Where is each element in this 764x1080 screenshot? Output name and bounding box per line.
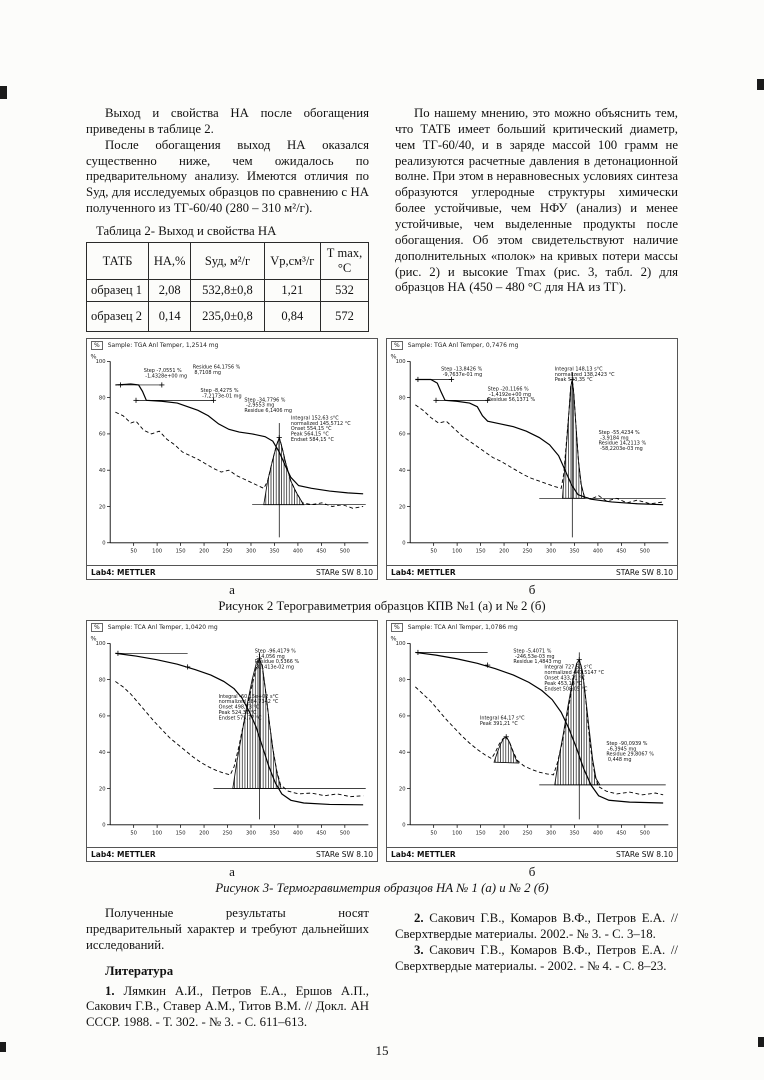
table-cell: 0,14 [149,302,191,332]
table-cell: 1,21 [264,280,320,302]
svg-text:400: 400 [592,830,603,837]
scan-artifact [757,79,764,90]
table-cell: 532 [321,280,369,302]
svg-text:400: 400 [292,548,303,555]
svg-text:Residue 64,1756 % 8,7108 mg: Residue 64,1756 % 8,7108 mg [192,364,241,376]
page-content [86,106,678,1059]
svg-text:%: % [390,353,397,361]
literature-header: Литература [105,963,174,978]
svg-text:60: 60 [98,713,106,720]
table-row [87,302,369,332]
table-row [87,280,369,302]
left-column [86,106,369,332]
figure-2-sublabels [86,582,678,598]
scan-artifact [0,1042,6,1052]
instrument-label: Lab4: METTLER [391,850,456,860]
table-header-cell: Т max, °С [321,243,369,280]
instrument-label: Lab4: METTLER [91,568,156,578]
reference-text: Сакович Г.В., Комаров В.Ф., Петров Е.А. // Сверхтвердые материалы. 2002.- № 3. - С. 3–18. [395,911,678,941]
chart-footer [387,847,677,861]
svg-text:Step -7,0551 % -1,4328e+00 m: Step -7,0551 % -1,4328e+00 mg [143,368,188,380]
chart-footer [387,565,677,579]
svg-text:Step -96,4179 % -14,056 mgRe: Step -96,4179 % -14,056 mg Residue 0,5366 % 8,1413e-02 mg [254,648,300,671]
svg-text:350: 350 [269,548,280,555]
svg-text:Step -8,4275 % -7,2173e-01 m: Step -8,4275 % -7,2173e-01 mg [200,388,242,400]
svg-text:Step -5,4071 % -246,53e-03 m: Step -5,4071 % -246,53e-03 mg Residue 1,4843 mg [513,648,562,665]
reference-item [395,943,678,975]
svg-text:450: 450 [616,548,627,555]
reference-number: 3. [414,942,424,957]
left-column-bottom [86,906,369,1031]
sample-label: Sample: TGA Anl Temper, 1,2514 mg [107,341,219,349]
table-header-cell: ТАТБ [87,243,149,280]
svg-text:Step -55,4234 % -3,9184 mgRe: Step -55,4234 % -3,9184 mg Residue 14,2113 % -58,2203e-03 mg [598,429,647,452]
chart-header [87,339,377,350]
svg-text:250: 250 [522,548,533,555]
table-cell: 0,84 [264,302,320,332]
svg-text:%: % [90,635,97,643]
svg-text:Integral 64,17 s°CPeak 391,2: Integral 64,17 s°C Peak 391,21 °C [479,715,525,727]
table-cell: 572 [321,302,369,332]
svg-text:500: 500 [639,548,650,555]
svg-text:60: 60 [398,431,406,438]
svg-text:500: 500 [339,548,350,555]
svg-text:0: 0 [102,822,106,829]
reference-item [395,911,678,943]
chart-footer [87,565,377,579]
svg-text:50: 50 [130,548,137,555]
svg-text:20: 20 [398,504,406,511]
svg-text:300: 300 [546,548,556,555]
svg-text:300: 300 [546,830,556,837]
tga-chart-3a [86,620,378,862]
table-header-cell: Sуд, м²/г [191,243,264,280]
sample-label: Sample: TCA Anl Temper, 1,0786 mg [407,623,518,631]
scan-artifact [758,1037,764,1047]
svg-text:40: 40 [98,749,106,756]
svg-text:100: 100 [152,830,163,837]
svg-text:250: 250 [222,548,233,555]
svg-text:400: 400 [592,548,603,555]
svg-text:40: 40 [98,467,106,474]
sublabel-b: б [528,864,536,880]
svg-text:%: % [390,635,397,643]
tga-chart-2b [386,338,678,580]
sample-label: Sample: TCA Anl Temper, 1,0420 mg [107,623,218,631]
svg-text:60: 60 [398,713,406,720]
figure-3-caption: Рисунок 3- Термогравиметрия образцов НА № 1 (а) и № 2 (б) [215,881,549,896]
table-header-row [87,243,369,280]
svg-text:150: 150 [475,830,486,837]
right-column [395,106,678,332]
software-label: STARe SW 8.10 [615,568,673,578]
chart-plot [387,632,677,847]
paragraph: Полученные результаты носят предварительный характер и требуют дальнейших исследований. [86,906,369,952]
sublabel-a: а [229,582,235,598]
svg-text:0: 0 [402,540,406,547]
svg-text:400: 400 [292,830,303,837]
svg-text:Integral 727,52 s°Cnormalized: Integral 727,52 s°C normalized 447,5147 °C Onset 433,21 °C Peak 453,13 °C Endset 508,05 °C [544,664,605,693]
svg-text:450: 450 [616,830,627,837]
svg-text:Integral -60,15e+02 s°Cnormal: Integral -60,15e+02 s°C normalized 584,7342 °C Onset 498,73 °C Peak 524,31 °C Endset 575,77 °C [218,693,279,722]
reference-text: Лямкин А.И., Петров Е.А., Ершов А.П., Сакович Г.В., Ставер А.М., Титов В.М. // Докл. АН СССР. 1988. - Т. 302. - № 3. - С. 611–613. [86,983,369,1030]
tga-chart-2a [86,338,378,580]
svg-text:300: 300 [246,548,256,555]
svg-text:20: 20 [98,786,106,793]
table-caption: Таблица 2- Выход и свойства НА [96,224,277,239]
software-label: STARe SW 8.10 [315,850,373,860]
bottom-text-columns [86,906,678,1031]
svg-text:500: 500 [339,830,350,837]
svg-text:200: 200 [199,830,210,837]
svg-text:60: 60 [98,431,106,438]
svg-text:350: 350 [269,830,280,837]
svg-text:200: 200 [499,548,510,555]
svg-text:200: 200 [499,830,510,837]
chart-plot [87,350,377,565]
sample-label: Sample: TGA Anl Temper, 0,7476 mg [407,341,519,349]
svg-text:150: 150 [475,548,486,555]
chart-plot [387,350,677,565]
svg-text:100: 100 [395,641,406,647]
svg-text:40: 40 [398,749,406,756]
reference-number: 2. [414,911,424,926]
figure-2 [86,338,678,614]
paragraph: Выход и свойства НА после обогащения приведены в таблице 2. [86,106,369,136]
svg-text:150: 150 [175,548,186,555]
table-header-cell: НА,% [149,243,191,280]
svg-text:Integral 152,63 s°Cnormalized: Integral 152,63 s°C normalized 145,5712 °C Onset 554,15 °C Peak 564,15 °C Endset 584,15 °C [290,415,351,443]
tga-chart-3b [386,620,678,862]
svg-text:40: 40 [398,467,406,474]
curve-unit-tag: % [391,623,403,632]
svg-text:20: 20 [98,504,106,511]
svg-text:100: 100 [152,548,163,555]
top-text-columns [86,106,678,332]
svg-text:0: 0 [102,540,106,547]
svg-text:450: 450 [316,548,327,555]
figure-3-charts [86,620,678,862]
svg-text:20: 20 [398,786,406,793]
svg-text:50: 50 [130,830,137,837]
svg-text:Step -13,8426 % -9,7637e-01: Step -13,8426 % -9,7637e-01 mg [441,366,483,378]
figure-3 [86,620,678,896]
figure-2-caption: Рисунок 2 Терогравиметрия образцов КПВ №1 (а) и № 2 (б) [218,599,546,614]
table-cell: образец 1 [87,280,149,302]
page-number: 15 [375,1043,389,1059]
reference-item [86,984,369,1032]
svg-text:80: 80 [98,677,106,684]
chart-header [87,621,377,632]
software-label: STARe SW 8.10 [315,568,373,578]
svg-text:100: 100 [452,548,463,555]
svg-text:100: 100 [452,830,463,837]
svg-text:250: 250 [522,830,533,837]
svg-text:Integral 148,13 s°Cnormalized: Integral 148,13 s°C normalized 138,2423 °C Peak 523,35 °C [554,366,615,383]
svg-text:80: 80 [398,395,406,402]
svg-text:0: 0 [402,822,406,829]
svg-text:350: 350 [569,548,580,555]
svg-text:100: 100 [95,359,106,365]
figure-2-charts [86,338,678,580]
svg-text:Step -34,7796 % -2,9553 mgRe: Step -34,7796 % -2,9553 mg Residue 6,1406 mg [244,397,293,414]
svg-text:80: 80 [98,395,106,402]
svg-text:300: 300 [246,830,256,837]
svg-text:80: 80 [398,677,406,684]
results-table [86,242,369,332]
svg-text:50: 50 [430,548,437,555]
chart-header [387,621,677,632]
sublabel-a: а [229,864,235,880]
sublabel-b: б [528,582,536,598]
chart-header [387,339,677,350]
svg-text:200: 200 [199,548,210,555]
scan-artifact [0,86,7,99]
curve-unit-tag: % [91,341,103,350]
instrument-label: Lab4: METTLER [91,850,156,860]
right-column-bottom [395,906,678,1031]
svg-text:100: 100 [95,641,106,647]
svg-text:450: 450 [316,830,327,837]
table-cell: 235,0±0,8 [191,302,264,332]
svg-text:150: 150 [175,830,186,837]
table-cell: образец 2 [87,302,149,332]
svg-text:250: 250 [222,830,233,837]
svg-text:Step -90,0939 % -6,3945 mgRe: Step -90,0939 % -6,3945 mg Residue 29,8067 % 0,448 mg [606,740,654,763]
curve-unit-tag: % [391,341,403,350]
paragraph: После обогащения выход НА оказался существенно ниже, чем ожидалось по предварительному анализу. Имеются отличия по Sуд, для исследуемых образцов по сравнению с НА полученного из ТГ-60/40 (280 – 310 м²/г). [86,137,369,216]
svg-text:50: 50 [430,830,437,837]
instrument-label: Lab4: METTLER [391,568,456,578]
svg-text:Step -20,1166 % -1,4192e+00: Step -20,1166 % -1,4192e+00 mg Residue 56,1371 % [487,386,536,403]
table-cell: 532,8±0,8 [191,280,264,302]
curve-unit-tag: % [91,623,103,632]
svg-text:500: 500 [639,830,650,837]
table-cell: 2,08 [149,280,191,302]
paragraph: По нашему мнению, это можно объяснить тем, что ТАТБ имеет больший критический диаметр, чем ТГ-60/40, и в заряде массой 100 грамм не реализуются расчетные давления в детонационной волне. При этом в неравновесных условиях синтеза образуются углеродные структуры химически более устойчивые, чем НФУ (анализ) и менее устойчивые, чем выделенные продукты после обогащения. Об этом свидетельствуют наличие дополнительных «полок» на кривых потери массы (рис. 2) и высокие Тmax (рис. 3, табл. 2) для образцов НА (450 – 480 °С для НА из ТГ). [395,106,678,295]
chart-footer [87,847,377,861]
svg-text:%: % [90,353,97,361]
reference-text: Сакович Г.В., Комаров В.Ф., Петров Е.А. //Сверхтвердые материалы. - 2002. - № 4. - С. 8–23. [395,942,678,973]
svg-text:100: 100 [395,359,406,365]
svg-text:350: 350 [569,830,580,837]
chart-plot [87,632,377,847]
reference-number: 1. [105,983,115,998]
table-header-cell: Vр,см³/г [264,243,320,280]
figure-3-sublabels [86,864,678,880]
software-label: STARe SW 8.10 [615,850,673,860]
